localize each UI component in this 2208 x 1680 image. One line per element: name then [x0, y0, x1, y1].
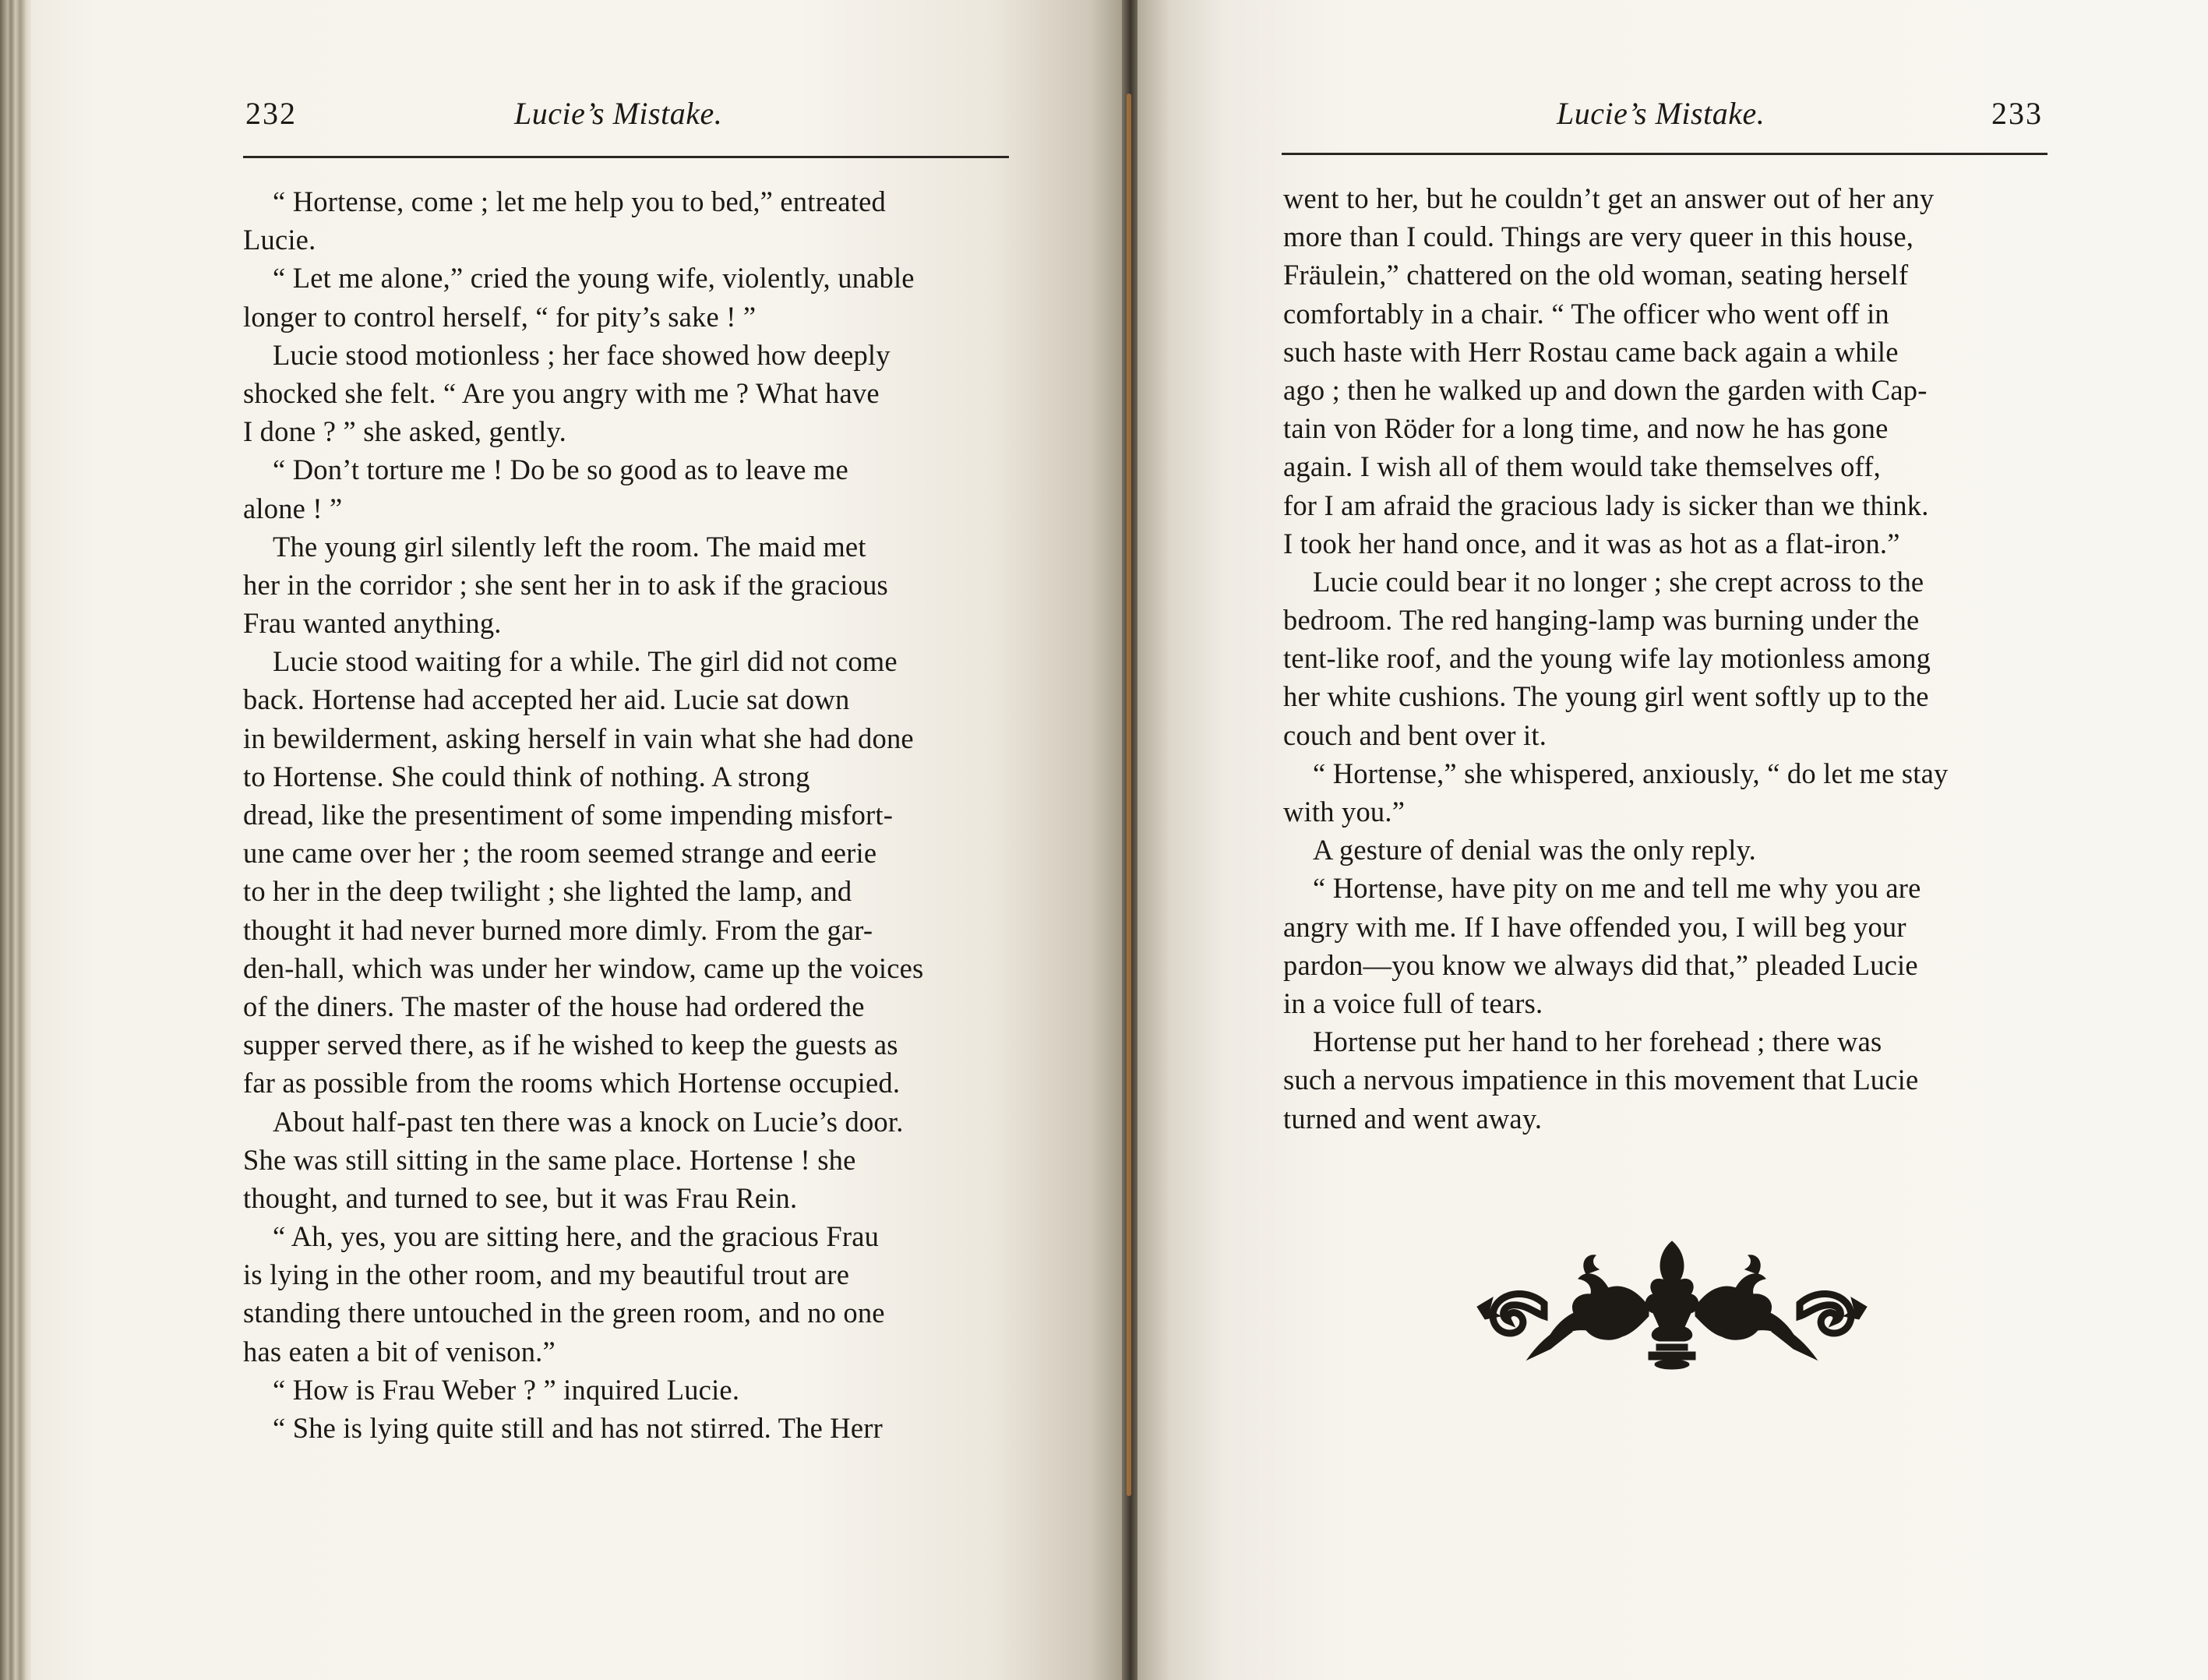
- text-line: of the diners. The master of the house had ordered the: [243, 990, 865, 1022]
- text-line: went to her, but he couldn’t get an answer out of her any: [1283, 182, 1935, 214]
- text-line: longer to control herself, “ for pity’s sake ! ”: [243, 300, 757, 333]
- binding-thread: [1127, 94, 1131, 1496]
- text-line: Lucie could bear it no longer ; she crept across to the: [1313, 565, 1924, 598]
- right-running-title: Lucie’s Mistake.: [1557, 96, 1765, 131]
- text-line: tain von Röder for a long time, and now he has gone: [1283, 412, 1889, 445]
- text-line: standing there untouched in the green room, and no one: [243, 1297, 885, 1329]
- text-line: with you.”: [1283, 796, 1406, 828]
- text-line: “ Hortense, have pity on me and tell me why you are: [1313, 872, 1921, 905]
- text-line: has eaten a bit of venison.”: [243, 1335, 556, 1368]
- text-line: is lying in the other room, and my beautiful trout are: [243, 1258, 850, 1291]
- text-line: turned and went away.: [1283, 1102, 1543, 1135]
- text-line: A gesture of denial was the only reply.: [1313, 834, 1757, 866]
- text-line: I done ? ” she asked, gently.: [243, 415, 566, 448]
- text-line: dread, like the presentiment of some impending misfort-: [243, 799, 894, 831]
- text-line: The young girl silently left the room. The maid met: [273, 530, 866, 563]
- text-line: “ How is Frau Weber ? ” inquired Lucie.: [273, 1373, 740, 1406]
- text-line: in bewilderment, asking herself in vain what she had done: [243, 722, 914, 754]
- text-line: again. I wish all of them would take themselves off,: [1283, 450, 1881, 483]
- text-line: shocked she felt. “ Are you angry with me ? What have: [243, 376, 880, 409]
- text-line: Lucie stood waiting for a while. The girl did not come: [273, 645, 898, 678]
- text-line: About half-past ten there was a knock on Lucie’s door.: [273, 1105, 904, 1138]
- text-line: thought it had never burned more dimly. From the gar-: [243, 913, 873, 946]
- text-line: den-hall, which was under her window, came up the voices: [243, 951, 924, 984]
- text-line: une came over her ; the room seemed strange and eerie: [243, 837, 877, 870]
- page-edges: [0, 0, 31, 1680]
- text-line: couch and bent over it.: [1283, 718, 1547, 751]
- left-page-text: [243, 182, 1014, 1447]
- left-header-rule: [243, 156, 1009, 158]
- text-line: her white cushions. The young girl went softly up to the: [1283, 680, 1929, 713]
- text-line: supper served there, as if he wished to keep the guests as: [243, 1029, 898, 1061]
- text-line: far as possible from the rooms which Hortense occupied.: [243, 1067, 901, 1099]
- text-line: “ Don’t torture me ! Do be so good as to leave me: [273, 454, 848, 486]
- left-page-number: 232: [245, 96, 297, 131]
- text-line: I took her hand once, and it was as hot as a flat-iron.”: [1283, 527, 1900, 559]
- text-line: back. Hortense had accepted her aid. Lucie sat down: [243, 683, 850, 716]
- text-line: “ She is lying quite still and has not stirred. The Herr: [273, 1412, 883, 1444]
- text-line: Fräulein,” chattered on the old woman, seating herself: [1283, 259, 1909, 291]
- right-header-rule: [1282, 153, 2048, 155]
- text-line: comfortably in a chair. “ The officer who went off in: [1283, 297, 1889, 330]
- text-line: “ Ah, yes, you are sitting here, and the gracious Frau: [273, 1220, 880, 1253]
- floral-ornament-icon: [1469, 1235, 1875, 1371]
- text-line: to her in the deep twilight ; she lighted the lamp, and: [243, 875, 852, 908]
- text-line: more than I could. Things are very queer in this house,: [1283, 221, 1914, 253]
- left-running-title: Lucie’s Mistake.: [514, 96, 723, 131]
- text-line: She was still sitting in the same place. Hortense ! she: [243, 1143, 856, 1176]
- text-line: such haste with Herr Rostau came back again a while: [1283, 335, 1899, 368]
- text-line: alone ! ”: [243, 492, 343, 524]
- text-line: “ Hortense,” she whispered, anxiously, “ do let me stay: [1313, 757, 1949, 789]
- text-line: thought, and turned to see, but it was Frau Rein.: [243, 1181, 798, 1214]
- text-line: in a voice full of tears.: [1283, 986, 1543, 1019]
- text-line: Lucie.: [243, 224, 316, 256]
- right-page-text: [1283, 179, 2055, 1138]
- text-line: bedroom. The red hanging-lamp was burning under the: [1283, 604, 1920, 637]
- text-line: “ Hortense, come ; let me help you to bed,” entreated: [273, 185, 886, 217]
- text-line: to Hortense. She could think of nothing. A strong: [243, 760, 810, 792]
- text-line: tent-like roof, and the young wife lay motionless among: [1283, 642, 1931, 675]
- right-page-number: 233: [1991, 96, 2043, 131]
- text-line: “ Let me alone,” cried the young wife, violently, unable: [273, 262, 915, 295]
- text-line: Frau wanted anything.: [243, 607, 502, 640]
- text-line: for I am afraid the gracious lady is sicker than we think.: [1283, 489, 1929, 521]
- text-line: her in the corridor ; she sent her in to ask if the gracious: [243, 568, 888, 601]
- text-line: Lucie stood motionless ; her face showed how deeply: [273, 338, 891, 371]
- text-line: Hortense put her hand to her forehead ; there was: [1313, 1025, 1882, 1058]
- text-line: such a nervous impatience in this movement that Lucie: [1283, 1064, 1919, 1096]
- text-line: pardon—you know we always did that,” pleaded Lucie: [1283, 948, 1918, 981]
- text-line: ago ; then he walked up and down the garden with Cap-: [1283, 373, 1928, 406]
- text-line: angry with me. If I have offended you, I will beg your: [1283, 910, 1906, 943]
